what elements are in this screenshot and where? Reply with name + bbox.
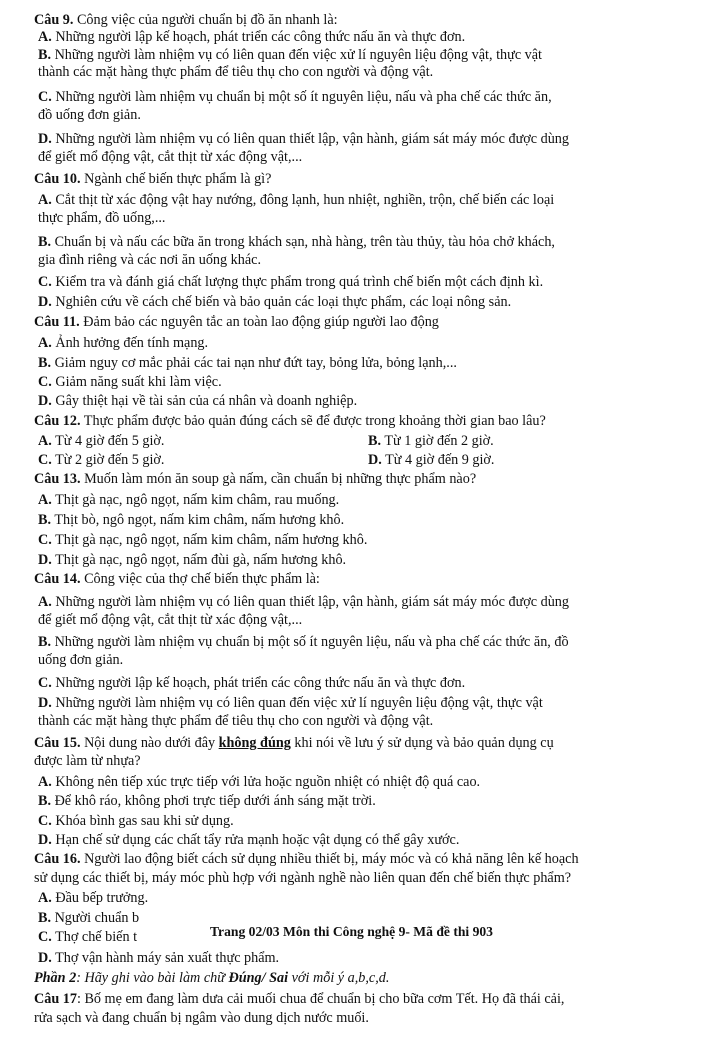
option-text: Giảm nguy cơ mắc phải các tai nạn như đứt tay, bỏng lửa, bỏng lạnh,... — [54, 355, 457, 371]
q16-option-d — [38, 950, 279, 967]
q10-option-a-cont: thực phẩm, đồ uống,... — [38, 210, 166, 226]
option-letter: D. — [38, 950, 52, 966]
option-letter: C. — [38, 89, 52, 105]
q14-option-c — [38, 675, 465, 692]
instruction-emphasis: Đúng/ Sai — [228, 970, 289, 986]
question-text: Công việc của người chuẩn bị đồ ăn nhanh là: — [73, 12, 338, 28]
option-letter: D. — [38, 695, 52, 711]
option-letter: C. — [38, 813, 52, 829]
q14-option-a — [38, 594, 569, 611]
instruction-text: với mỗi ý a,b,c,d. — [288, 970, 390, 986]
q14-option-d — [38, 695, 543, 712]
option-letter: C. — [38, 532, 52, 548]
q10-option-d — [38, 294, 511, 311]
question-text: khi nói về lưu ý sử dụng và bảo quản dụng cụ — [290, 735, 554, 751]
option-text: Những người làm nhiệm vụ chuẩn bị một số ít nguyên liệu, nấu và pha chế các thức ăn, — [55, 89, 552, 105]
option-text: Thợ vận hành máy sản xuất thực phẩm. — [55, 950, 280, 966]
q14-option-b-cont: uống đơn giản. — [38, 652, 124, 668]
q9-option-c-cont: đồ uống đơn giản. — [38, 107, 141, 123]
option-letter: A. — [38, 492, 52, 508]
q16-option-c — [38, 929, 137, 946]
q9-option-d — [38, 131, 569, 148]
emphasis-text: không đúng — [218, 735, 291, 751]
option-letter: B. — [38, 47, 52, 63]
option-text: Không nên tiếp xúc trực tiếp với lửa hoặc nguồn nhiệt có nhiệt độ quá cao. — [55, 774, 481, 790]
question-9-stem — [34, 12, 338, 29]
q10-option-c — [38, 274, 543, 291]
question-number: Câu 17 — [34, 991, 77, 1007]
option-text: Những người làm nhiệm vụ có liên quan thiết lập, vận hành, giám sát máy móc được dùng — [55, 131, 569, 147]
option-letter: A. — [38, 433, 52, 449]
option-text: Những người lập kế hoạch, phát triển các công thức nấu ăn và thực đơn. — [55, 29, 466, 45]
question-number: Câu 15. — [34, 735, 81, 751]
option-letter: C. — [38, 675, 52, 691]
question-12-stem — [34, 413, 546, 430]
option-text: Để khô ráo, không phơi trực tiếp dưới ánh sáng mặt trời. — [54, 793, 376, 809]
option-letter: A. — [38, 774, 52, 790]
q15-option-c — [38, 813, 234, 830]
q13-option-a — [38, 492, 339, 509]
q13-option-b — [38, 512, 344, 529]
option-letter: C. — [38, 452, 52, 468]
option-letter: A. — [38, 192, 52, 208]
q12-option-b — [368, 433, 494, 450]
option-text: Những người làm nhiệm vụ có liên quan đến việc xử lí nguyên liệu động vật, thực vật — [55, 695, 543, 711]
option-letter: C. — [38, 374, 52, 390]
q12-option-c — [38, 452, 164, 469]
q9-option-b — [38, 47, 542, 64]
question-number: Câu 11. — [34, 314, 80, 330]
option-text: Thợ chế biến t — [55, 929, 138, 945]
option-text: Những người làm nhiệm vụ chuẩn bị một số ít nguyên liệu, nấu và pha chế các thức ăn, đồ — [54, 634, 569, 650]
option-letter: A. — [38, 29, 52, 45]
question-10-stem — [34, 171, 271, 188]
q15-option-a — [38, 774, 480, 791]
option-letter: B. — [38, 793, 52, 809]
option-letter: B. — [38, 512, 52, 528]
option-text: Khóa bình gas sau khi sử dụng. — [55, 813, 234, 829]
option-letter: B. — [38, 234, 52, 250]
option-text: Đầu bếp trưởng. — [55, 890, 149, 906]
q15-option-d — [38, 832, 459, 849]
option-text: Thịt gà nạc, ngô ngọt, nấm đùi gà, nấm hương khô. — [55, 552, 347, 568]
option-letter: B. — [38, 634, 52, 650]
option-text: Gây thiệt hại về tài sản của cá nhân và doanh nghiệp. — [55, 393, 358, 409]
q11-option-b — [38, 355, 457, 372]
q14-option-d-cont: thành các mặt hàng thực phẩm để tiêu thụ cho con người và động vật. — [38, 713, 434, 729]
option-letter: C. — [38, 274, 52, 290]
question-11-stem — [34, 314, 439, 331]
option-letter: D. — [38, 294, 52, 310]
question-17-stem-cont: rửa sạch và đang chuẩn bị ngâm vào dung dịch nước muối. — [34, 1010, 369, 1026]
option-text: Người chuẩn b — [54, 910, 140, 926]
option-text: Kiểm tra và đánh giá chất lượng thực phẩm trong quá trình chế biến một cách định kì. — [55, 274, 544, 290]
q16-option-a — [38, 890, 148, 907]
question-text: : Bố mẹ em đang làm dưa cải muối chua để chuẩn bị cho bữa cơm Tết. Họ đã thái cải, — [76, 991, 565, 1007]
q13-option-d — [38, 552, 346, 569]
question-15-stem-cont: được làm từ nhựa? — [34, 753, 141, 769]
q15-option-b — [38, 793, 376, 810]
question-text: Đảm bảo các nguyên tắc an toàn lao động giúp người lao động — [79, 314, 439, 330]
q14-option-b — [38, 634, 569, 651]
question-text: Thực phẩm được bảo quản đúng cách sẽ để được trong khoảng thời gian bao lâu? — [80, 413, 546, 429]
q11-option-a — [38, 335, 208, 352]
q9-option-c — [38, 89, 552, 106]
option-letter: D. — [38, 393, 52, 409]
page-footer: Trang 02/03 Môn thi Công nghệ 9- Mã đề thi 903 — [206, 924, 497, 940]
question-text: Công việc của thợ chế biến thực phẩm là: — [80, 571, 320, 587]
q11-option-d — [38, 393, 357, 410]
q11-option-c — [38, 374, 222, 391]
question-number: Câu 12. — [34, 413, 81, 429]
question-text: Nội dung nào dưới đây — [80, 735, 219, 751]
option-letter: B. — [38, 355, 52, 371]
option-text: Thịt gà nạc, ngô ngọt, nấm kim châm, rau muống. — [55, 492, 340, 508]
option-text: Hạn chế sử dụng các chất tẩy rửa mạnh hoặc vật dụng có thể gây xước. — [55, 832, 460, 848]
question-number: Câu 9. — [34, 12, 74, 28]
question-16-stem — [34, 851, 579, 868]
q14-option-a-cont: để giết mổ động vật, cắt thịt từ xác động vật,... — [38, 612, 303, 628]
q9-option-d-cont: để giết mổ động vật, cắt thịt từ xác động vật,... — [38, 149, 303, 165]
part-label: Phần 2 — [34, 970, 77, 986]
option-text: Giảm năng suất khi làm việc. — [55, 374, 222, 390]
option-letter: A. — [38, 594, 52, 610]
option-letter: D. — [368, 452, 382, 468]
option-letter: D. — [38, 131, 52, 147]
q10-option-b-cont: gia đình riêng và các nơi ăn uống khác. — [38, 252, 261, 268]
q10-option-a — [38, 192, 554, 209]
q13-option-c — [38, 532, 367, 549]
option-letter: C. — [38, 929, 52, 945]
option-letter: D. — [38, 832, 52, 848]
q9-option-b-cont: thành các mặt hàng thực phẩm để tiêu thụ cho con người và động vật. — [38, 64, 434, 80]
instruction-text: : Hãy ghi vào bài làm chữ — [76, 970, 229, 986]
question-number: Câu 16. — [34, 851, 81, 867]
question-14-stem — [34, 571, 320, 588]
question-number: Câu 14. — [34, 571, 81, 587]
part-2-instruction — [34, 970, 389, 987]
option-letter: B. — [368, 433, 382, 449]
option-text: Từ 4 giờ đến 9 giờ. — [385, 452, 495, 468]
q9-option-a — [38, 29, 465, 46]
option-text: Ảnh hưởng đến tính mạng. — [55, 335, 209, 351]
question-text: Muốn làm món ăn soup gà nấm, cần chuẩn bị những thực phẩm nào? — [80, 471, 477, 487]
question-15-stem — [34, 735, 554, 752]
option-text: Những người làm nhiệm vụ có liên quan thiết lập, vận hành, giám sát máy móc được dùng — [55, 594, 569, 610]
option-text: Cắt thịt từ xác động vật hay nướng, đông lạnh, hun nhiệt, nghiền, trộn, chế biến các loại — [55, 192, 555, 208]
option-text: Chuẩn bị và nấu các bữa ăn trong khách sạn, nhà hàng, trên tàu thủy, tàu hỏa chở khách, — [54, 234, 555, 250]
q16-option-b — [38, 910, 139, 927]
option-text: Thịt gà nạc, ngô ngọt, nấm kim châm, nấm hương khô. — [55, 532, 368, 548]
question-13-stem — [34, 471, 476, 488]
option-letter: B. — [38, 910, 52, 926]
option-text: Từ 1 giờ đến 2 giờ. — [384, 433, 494, 449]
question-17-stem — [34, 991, 564, 1008]
option-text: Thịt bò, ngô ngọt, nấm kim châm, nấm hương khô. — [54, 512, 345, 528]
option-text: Từ 2 giờ đến 5 giờ. — [55, 452, 165, 468]
option-text: Từ 4 giờ đến 5 giờ. — [55, 433, 165, 449]
q12-option-d — [368, 452, 494, 469]
option-letter: D. — [38, 552, 52, 568]
q10-option-b — [38, 234, 555, 251]
question-number: Câu 10. — [34, 171, 81, 187]
question-number: Câu 13. — [34, 471, 81, 487]
option-letter: A. — [38, 335, 52, 351]
question-text: Người lao động biết cách sử dụng nhiều thiết bị, máy móc và có khả năng lên kế hoạch — [80, 851, 579, 867]
option-text: Những người làm nhiệm vụ có liên quan đến việc xử lí nguyên liệu động vật, thực vật — [54, 47, 542, 63]
question-text: Ngành chế biến thực phẩm là gì? — [80, 171, 272, 187]
option-text: Những người lập kế hoạch, phát triển các công thức nấu ăn và thực đơn. — [55, 675, 466, 691]
question-16-stem-cont: sử dụng các thiết bị, máy móc phù hợp với ngành nghề nào liên quan đến chế biến thực phẩm? — [34, 870, 572, 886]
q12-option-a — [38, 433, 164, 450]
option-text: Nghiên cứu về cách chế biến và bảo quản các loại thực phẩm, các loại nông sản. — [55, 294, 512, 310]
option-letter: A. — [38, 890, 52, 906]
